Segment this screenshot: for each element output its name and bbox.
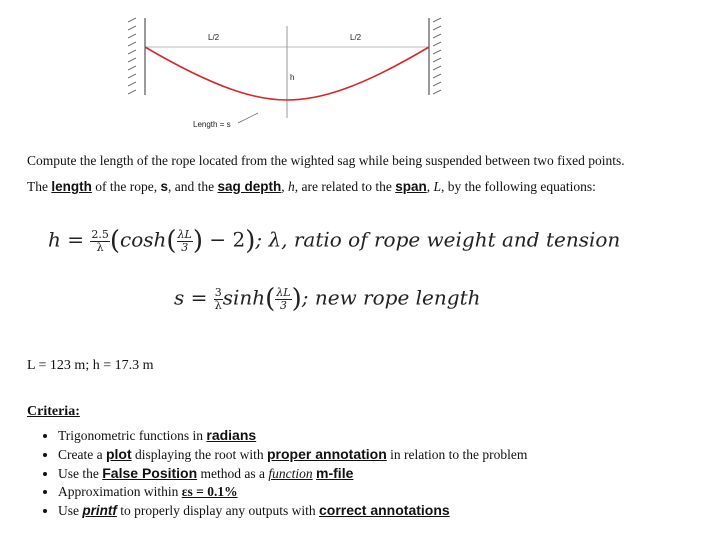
left-half-label: L/2 [208, 33, 220, 42]
criteria-text: to properly display any outputs with [116, 503, 319, 518]
catenary-diagram [0, 0, 720, 145]
right-wall [429, 18, 441, 95]
eq1-func: cosh [120, 227, 167, 252]
criteria-item [58, 501, 527, 520]
eq2-func: sinh [222, 285, 266, 310]
right-half-label: L/2 [350, 33, 362, 42]
false-position-link[interactable]: False Position [102, 465, 198, 481]
intro-text: , [281, 179, 289, 194]
equation-h [48, 226, 620, 256]
criteria-item [58, 464, 527, 483]
eq1-arg [177, 229, 193, 254]
intro-text: The [27, 179, 52, 194]
sag-depth-link[interactable]: sag depth [217, 179, 282, 194]
L-symbol: L [433, 179, 441, 194]
eq1-coef-num: 2.5 [91, 227, 109, 241]
criteria-text: displaying the root with [131, 447, 267, 462]
criteria-list [40, 426, 527, 520]
intro-text: , are related to the [294, 179, 396, 194]
criteria-heading: Criteria: [27, 404, 80, 419]
criteria-text: method as a [197, 466, 269, 481]
eq2-arg [275, 287, 291, 312]
eq1-close: ) [245, 226, 256, 256]
eq2-arg-num: λL [276, 285, 291, 299]
eq2-coef [214, 287, 223, 312]
s-symbol: s [160, 179, 168, 194]
eq1-arg-num: λL [177, 227, 192, 241]
criteria-text: Create a [58, 447, 106, 462]
eq2-lhs: s = [174, 285, 208, 310]
criteria-text: Approximation within [58, 484, 182, 499]
criteria-item [58, 483, 527, 501]
eq1-arg-den: 3 [181, 240, 189, 254]
eq1-tail: ; λ, ratio of rope weight and tension [255, 227, 621, 252]
intro-text: , and the [168, 179, 218, 194]
criteria-text: in relation to the problem [386, 447, 528, 462]
eq2-tail: ; new rope length [301, 285, 481, 310]
criteria-text: Use the [58, 466, 103, 481]
eq1-coef-den: λ [96, 240, 104, 254]
eq2-coef-den: λ [214, 298, 222, 312]
criteria-item [58, 445, 527, 464]
intro-text: , [426, 179, 434, 194]
length-leader [238, 113, 258, 123]
eq1-minus: − 2 [203, 227, 246, 252]
criteria-item [58, 426, 527, 445]
m-file-link[interactable]: m-file [316, 465, 354, 481]
intro-text: of the rope, [91, 179, 161, 194]
criteria-text: Trigonometric functions in [58, 428, 207, 443]
plot-link[interactable]: plot [105, 446, 132, 462]
intro-text: , by the following equations: [441, 179, 596, 194]
eq2-coef-num: 3 [214, 285, 222, 299]
criteria-text: Use [58, 503, 83, 518]
eq1-open: ( [109, 226, 121, 256]
eq1-coef [90, 229, 110, 254]
correct-annotations-link[interactable]: correct annotations [318, 502, 450, 518]
eq2-arg-close: ) [291, 284, 302, 314]
proper-annotation-link[interactable]: proper annotation [267, 446, 387, 462]
eq2-arg-den: 3 [279, 298, 287, 312]
radians-link[interactable]: radians [206, 427, 257, 443]
length-link[interactable]: length [51, 179, 92, 194]
length-label: Length = s [193, 120, 231, 129]
left-wall [128, 18, 145, 95]
h-symbol: h [288, 179, 295, 194]
span-link[interactable]: span [395, 179, 427, 194]
eq1-arg-close: ) [192, 226, 203, 256]
eq1-lhs: h = [48, 227, 84, 252]
given-values: L = 123 m; h = 17.3 m [27, 358, 154, 373]
intro-line-2 [27, 178, 596, 196]
equation-s [174, 284, 481, 314]
sag-label: h [290, 73, 295, 82]
tolerance-value: εs = 0.1% [181, 484, 238, 499]
eq1-arg-open: ( [166, 226, 177, 256]
eq2-arg-open: ( [265, 284, 276, 314]
printf-link[interactable]: printf [82, 503, 117, 518]
intro-line-1: Compute the length of the rope located from the wighted sag while being suspended between two fixed points. [27, 153, 625, 168]
function-link[interactable]: function [268, 466, 313, 481]
